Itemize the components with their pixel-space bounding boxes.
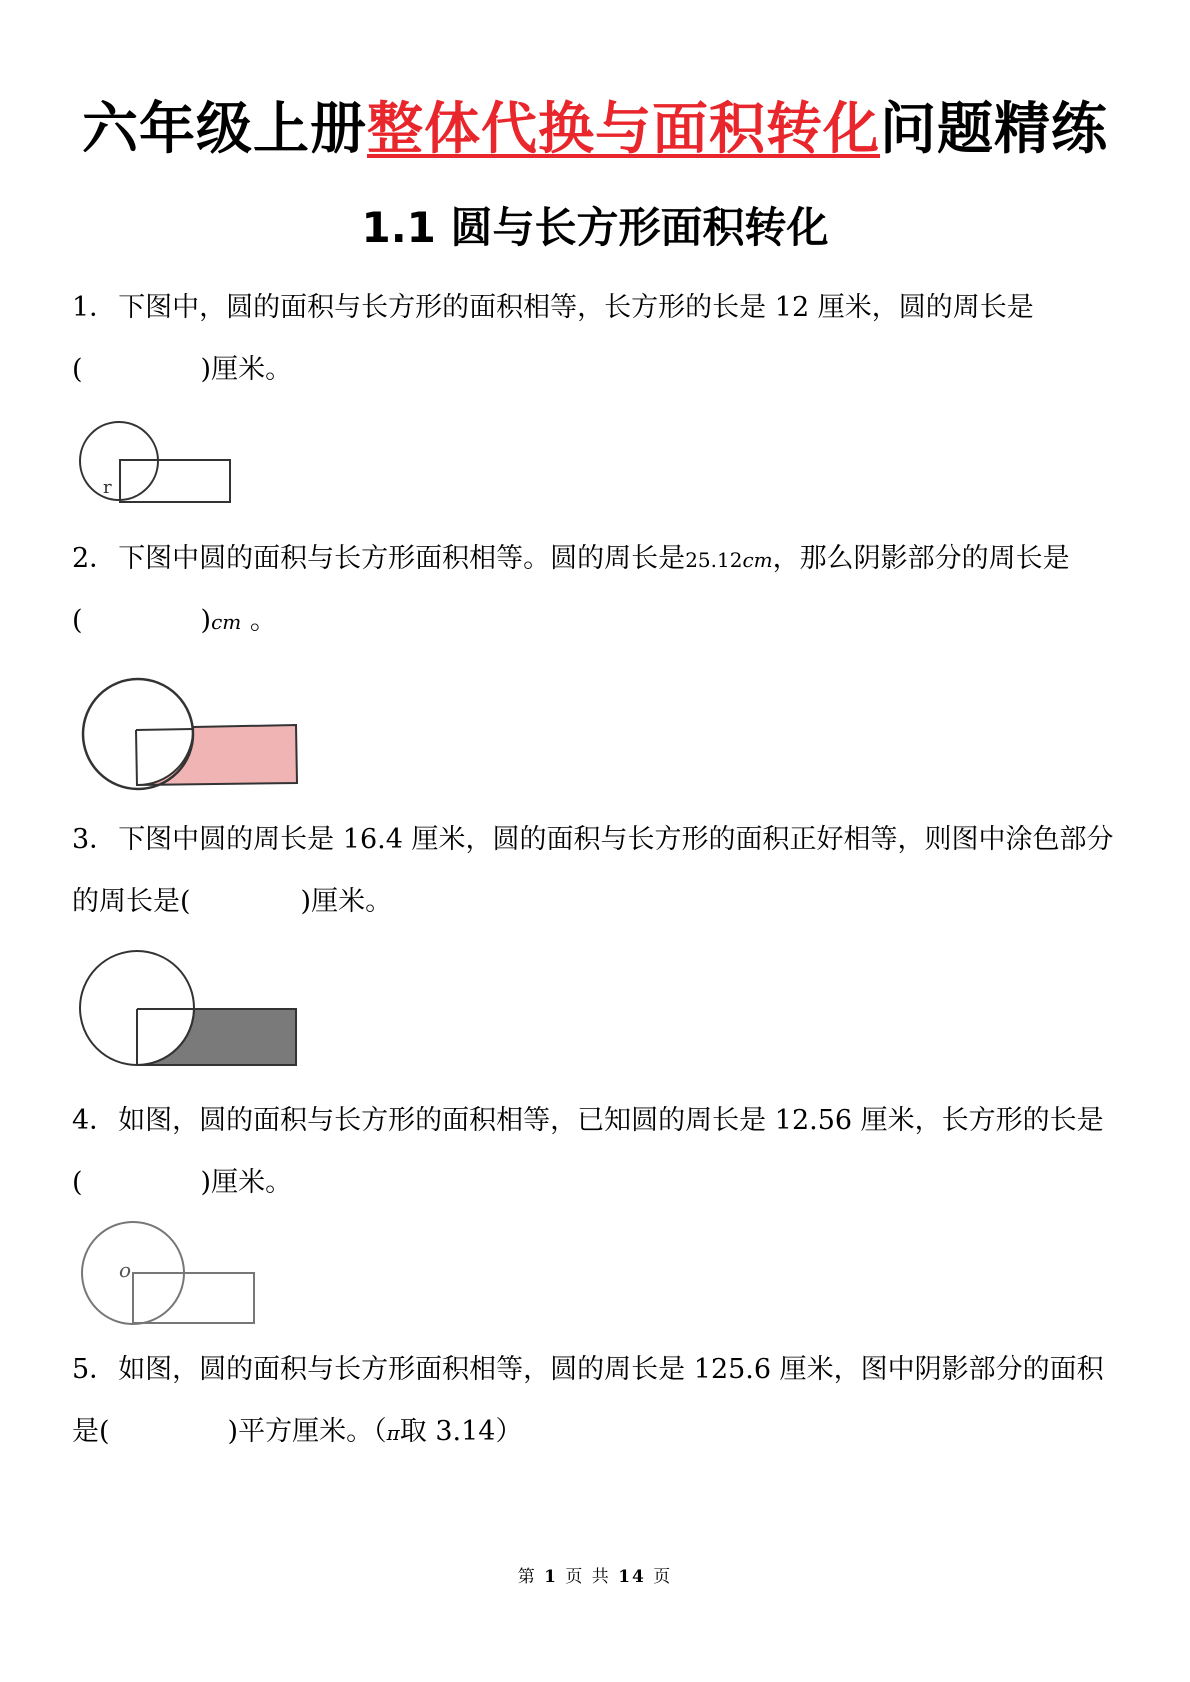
title-suffix: 问题精练 [880,97,1108,162]
q4-center-label: o [119,1258,132,1282]
q2-value: 25.12 [685,548,743,572]
q1-line2: ( )厘米。 [72,354,293,385]
total-pages: 14 [618,1567,646,1587]
q1-line1 [72,288,1034,328]
q1-radius-label: r [103,477,112,498]
q4-number: 4． [72,1105,117,1136]
q2-shaded-region [137,725,297,785]
q4-line2: ( )厘米。 [72,1167,293,1198]
q4-rectangle [133,1273,254,1323]
section-title: 1.1 圆与长方形面积转化 [361,203,829,252]
q2-line1: 2．下图中圆的面积与长方形面积相等。圆的周长是25.12cm，那么阴影部分的周长是 [72,543,1070,574]
q2-circle [83,679,193,789]
q2-number: 2． [72,543,117,574]
page-title [0,92,1190,168]
q3-shaded-region [137,1009,296,1065]
q1-text: 下图中，圆的面积与长方形的面积相等，长方形的长是 12 厘米，圆的周长是 [118,292,1034,323]
q3-number: 3． [72,824,117,855]
q3-circle [80,951,194,1065]
current-page: 1 [544,1567,558,1587]
q5-number: 5． [72,1354,117,1385]
q4-circle [82,1222,184,1324]
title-prefix: 六年级上册 [82,97,367,162]
q5-line1: 5．如图，圆的面积与长方形面积相等，圆的周长是 125.6 厘米，图中阴影部分的面积 [72,1354,1104,1385]
q4-line1: 4．如图，圆的面积与长方形的面积相等，已知圆的周长是 12.56 厘米，长方形的长是 [72,1105,1104,1136]
q1-rectangle [120,460,230,502]
pi-symbol: π [386,1421,400,1445]
q1-circle [80,422,158,500]
title-highlight: 整体代换与面积转化 [367,97,880,162]
q1-number: 1． [72,292,117,323]
page-footer: 第 1 页 共 14 页 [517,1567,673,1587]
q3-line2: 的周长是( )厘米。 [72,886,393,917]
q3-square-edges [137,1009,194,1065]
q5-line2: 是( )平方厘米。（π取 3.14） [72,1416,523,1447]
q2-line2: ( )cm 。 [72,605,277,636]
q2-square-edges [136,729,193,786]
q3-line1: 3．下图中圆的周长是 16.4 厘米，圆的面积与长方形的面积正好相等，则图中涂色部分 [72,824,1114,855]
